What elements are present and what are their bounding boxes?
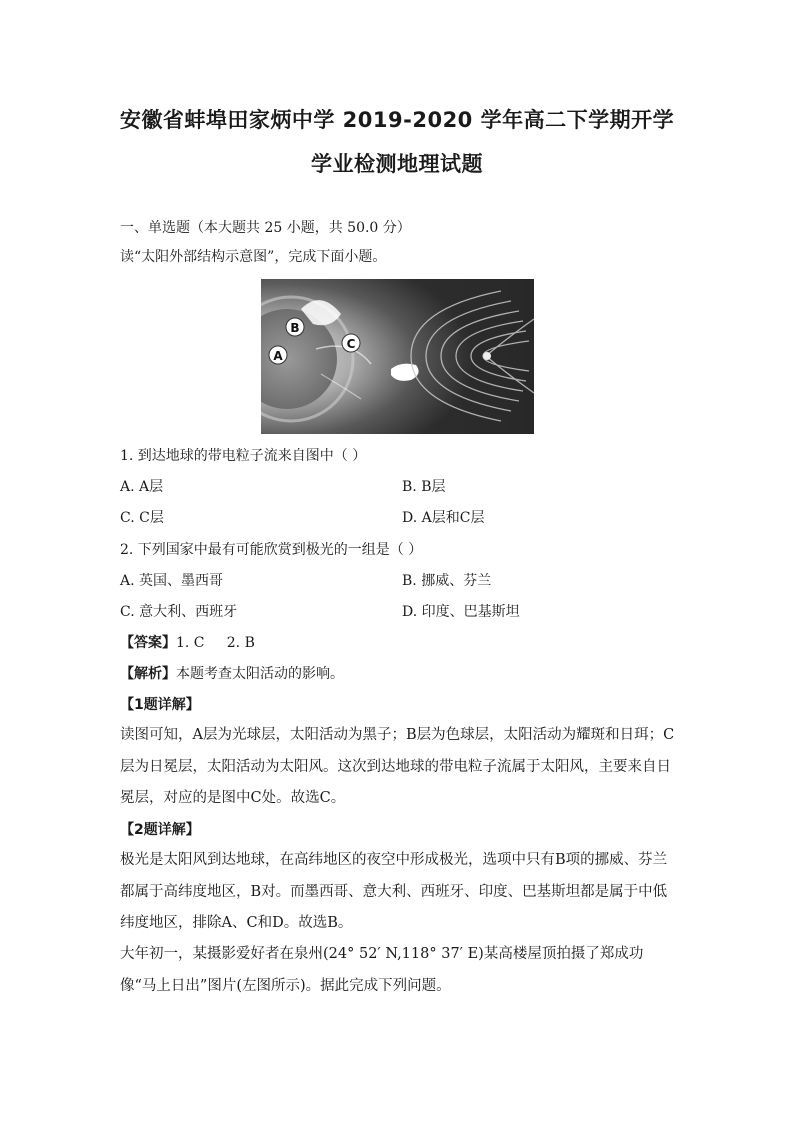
q1-option-b: B. B层 bbox=[402, 479, 446, 495]
label-b: B bbox=[290, 321, 300, 335]
title-line-2: 学业检测地理试题 bbox=[311, 152, 483, 176]
analysis-tag: 【解析】 bbox=[120, 666, 176, 682]
q2-option-b: B. 挪威、芬兰 bbox=[402, 573, 492, 589]
q2-stem: 2. 下列国家中最有可能欣赏到极光的一组是（ ） bbox=[120, 542, 423, 558]
sun-structure-svg bbox=[261, 279, 534, 434]
q2-option-a: A. 英国、墨西哥 bbox=[120, 573, 224, 589]
detail-2-heading: 【2题详解】 bbox=[120, 822, 200, 838]
title-line-1: 安徽省蚌埠田家炳中学 2019-2020 学年高二下学期开学 bbox=[119, 108, 675, 132]
next-question-intro: 大年初一，某摄影爱好者在泉州(24° 52′ N,118° 37′ E)某高楼屋顶拍摄了郑成功像“马上日出”图片(左图所示)。据此完成下列问题。 bbox=[120, 946, 644, 994]
q1-option-d: D. A层和C层 bbox=[402, 510, 485, 526]
intro-text: 读“太阳外部结构示意图”，完成下面小题。 bbox=[120, 249, 387, 265]
analysis-line bbox=[120, 664, 344, 684]
label-a: A bbox=[273, 349, 283, 363]
q1-option-a: A. A层 bbox=[120, 479, 164, 495]
detail-1-paragraph: 读图可知，A层为光球层，太阳活动为黑子；B层为色球层，太阳活动为耀斑和日珥；C层为日冕层，太阳活动为太阳风。这次到达地球的带电粒子流属于太阳风，主要来自日冕层，对应的是图中C处。故选C。 bbox=[120, 727, 675, 806]
section-heading: 一、单选题（本大题共 25 小题，共 50.0 分） bbox=[120, 220, 411, 236]
q2-option-d: D. 印度、巴基斯坦 bbox=[402, 604, 520, 620]
sun-structure-figure bbox=[261, 279, 534, 434]
label-c: C bbox=[346, 337, 356, 351]
earth-center bbox=[483, 352, 491, 360]
detail-1-heading: 【1题详解】 bbox=[120, 697, 200, 713]
detail-2-paragraph: 极光是太阳风到达地球，在高纬地区的夜空中形成极光，选项中只有B项的挪威、芬兰都属于高纬度地区，B对。而墨西哥、意大利、西班牙、印度、巴基斯坦都是属于中低纬度地区，排除A、C和D。故选B。 bbox=[120, 852, 668, 931]
answer-tag: 【答案】 bbox=[120, 635, 176, 651]
q2-option-c: C. 意大利、西班牙 bbox=[120, 604, 238, 620]
q1-option-c: C. C层 bbox=[120, 510, 164, 526]
answer-text: 1. C 2. B bbox=[176, 635, 255, 651]
analysis-text: 本题考查太阳活动的影响。 bbox=[176, 666, 344, 682]
q1-stem: 1. 到达地球的带电粒子流来自图中（ ） bbox=[120, 448, 367, 464]
answer-line bbox=[120, 633, 255, 653]
